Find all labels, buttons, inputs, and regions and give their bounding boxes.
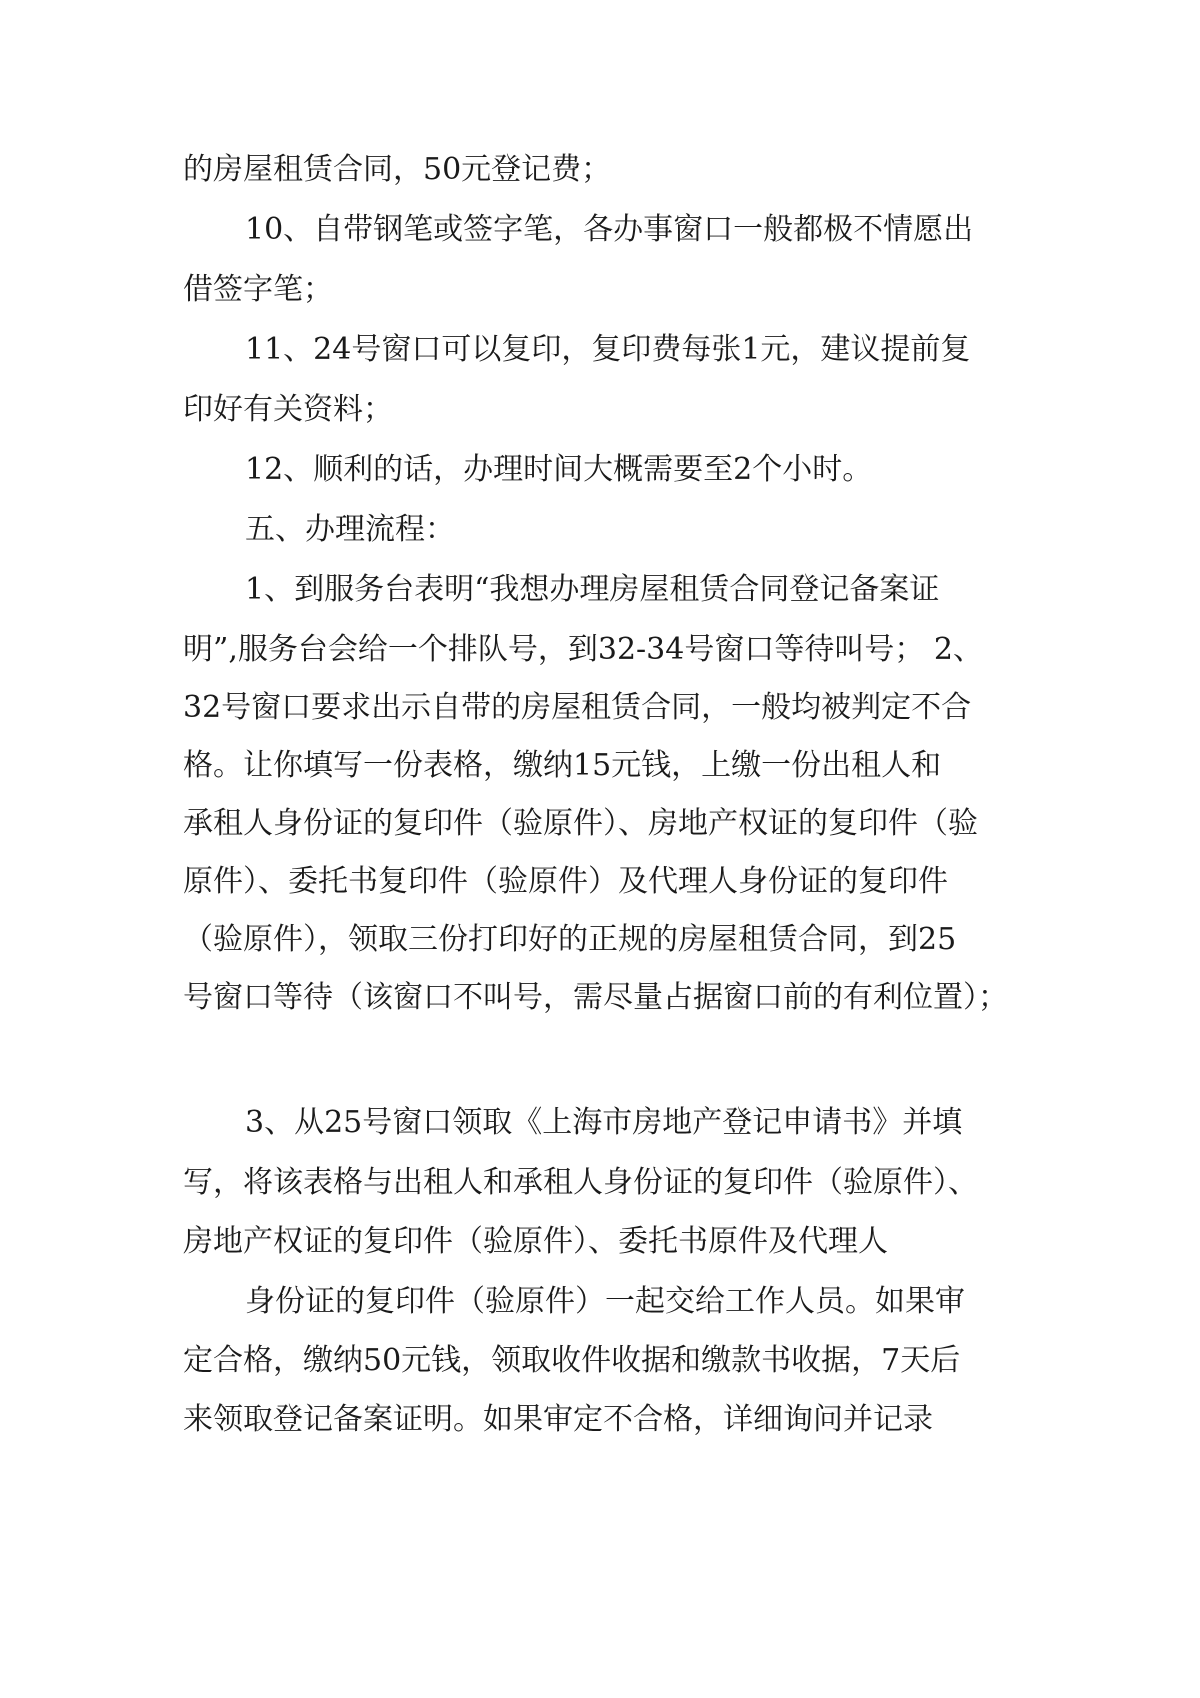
text-line: 11、24号窗口可以复印，复印费每张1元，建议提前复 (245, 332, 971, 367)
text-line: 明”,服务台会给一个排队号，到32-34号窗口等待叫号； 2、 (183, 632, 983, 667)
text-line: 的房屋租赁合同，50元登记费； (183, 152, 612, 187)
text-line: 原件）、委托书复印件（验原件）及代理人身份证的复印件 (183, 864, 948, 899)
text-line: 3、从25号窗口领取《上海市房地产登记申请书》并填 (245, 1105, 963, 1140)
text-line: 借签字笔； (183, 272, 333, 307)
text-line: 房地产权证的复印件（验原件）、委托书原件及代理人 (183, 1224, 888, 1259)
section-heading: 五、办理流程： (245, 512, 455, 547)
text-line: 定合格，缴纳50元钱，领取收件收据和缴款书收据，7天后 (183, 1343, 961, 1378)
text-line: 写，将该表格与出租人和承租人身份证的复印件（验原件）、 (183, 1165, 978, 1200)
text-line: 12、顺利的话，办理时间大概需要至2个小时。 (245, 452, 873, 487)
text-line: 1、到服务台表明“我想办理房屋租赁合同登记备案证 (245, 572, 940, 607)
text-line: 32号窗口要求出示自带的房屋租赁合同，一般均被判定不合 (183, 690, 972, 725)
text-line: 印好有关资料； (183, 392, 393, 427)
text-line: 号窗口等待（该窗口不叫号，需尽量占据窗口前的有利位置）； (183, 980, 1008, 1015)
text-line: （验原件），领取三份打印好的正规的房屋租赁合同，到25 (183, 922, 957, 957)
text-line: 格。让你填写一份表格，缴纳15元钱，上缴一份出租人和 (183, 748, 942, 783)
text-line: 来领取登记备案证明。如果审定不合格，详细询问并记录 (183, 1402, 933, 1437)
text-line: 10、自带钢笔或签字笔，各办事窗口一般都极不情愿出 (245, 212, 974, 247)
text-line: 承租人身份证的复印件（验原件）、房地产权证的复印件（验 (183, 806, 978, 841)
text-line: 身份证的复印件（验原件）一起交给工作人员。如果审 (245, 1284, 965, 1319)
